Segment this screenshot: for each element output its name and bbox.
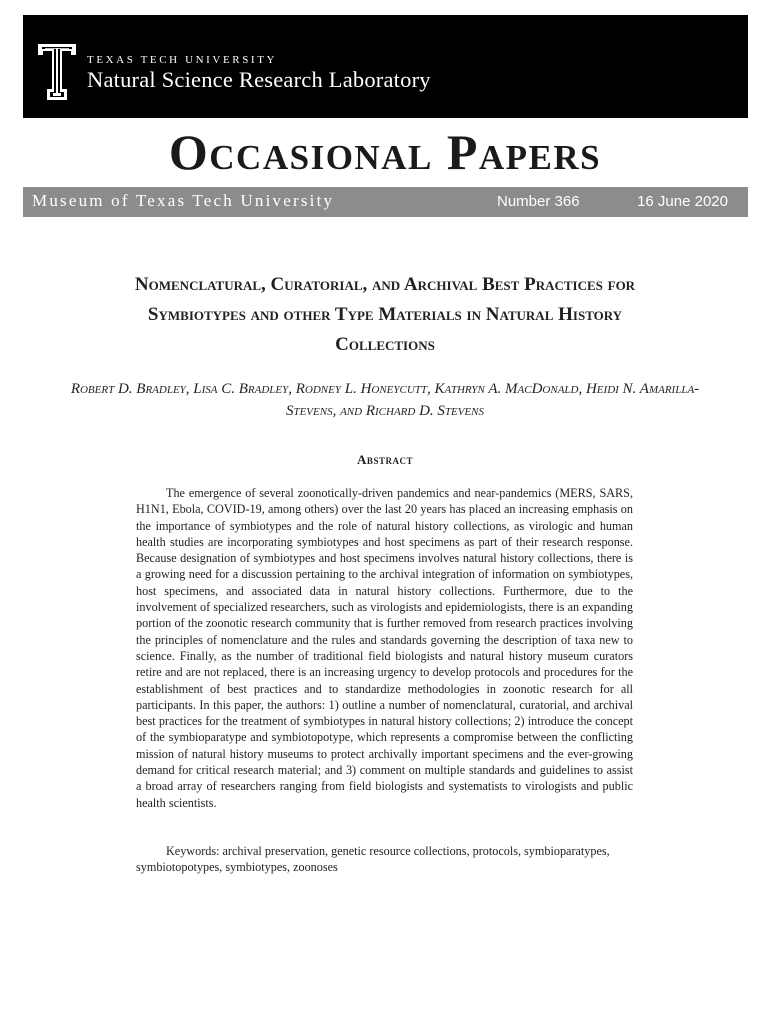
issue-date: 16 June 2020 xyxy=(637,193,728,210)
keywords-text: Keywords: archival preservation, genetic resource collections, protocols, symbioparatypes, symbiotopotypes, symbiotypes, zoonoses xyxy=(136,844,610,875)
university-name: TEXAS TECH UNIVERSITY xyxy=(87,54,278,66)
masthead xyxy=(23,15,748,118)
issue-bar xyxy=(23,187,748,217)
abstract-heading: Abstract xyxy=(357,452,413,467)
double-t-logo-icon xyxy=(37,43,77,101)
lab-name: Natural Science Research Laboratory xyxy=(87,67,431,92)
series-title: Occasional Papers xyxy=(168,124,602,180)
museum-name: Museum of Texas Tech University xyxy=(32,191,335,210)
paper-title: Nomenclatural, Curatorial, and Archival Best Practices for Symbiotypes and other Type Materials in Natural History Collections xyxy=(134,274,636,355)
abstract-text: The emergence of several zoonotically-driven pandemics and near-pandemics (MERS, SARS, H1N1, Ebola, COVID-19, among others) over the last 20 years has placed an increasing emphasis on the importance of symbiotypes and the role of natural history collections, as virologic and human health studies are incorporating symbiotypes and host specimens as part of their research response. Because designation of symbiotypes and host specimens involves natural history collections, there is a growing need for a discussion pertaining to the archival integration of information on symbiotypes, host specimens, and associated data in natural history collections. Furthermore, due to the involvement of specialized researchers, such as virologists and epidemiologists, there is an expanding portion of the zoonotic research community that is further removed from research practices involving the principles of nomenclature and the rules and standards governing the description of taxa new to science. Finally, as the number of traditional field biologists and natural history museum curators retire and are not replaced, there is an increasing urgency to develop protocols and procedures for the establishment of best practices and to standardize methodologies in zoonotic research for all participants. In this paper, the authors: 1) outline a number of nomenclatural, curatorial, and archival best practices for the treatment of symbiotypes in natural history collections; 2) introduce the concept of the symbioparatype and symbiotopotype, which represents a compromise between the conflicting mission of natural history museums to protect archivally important specimens and the ever-growing demand for critical research material; and 3) comment on multiple standards and guidelines to assist a broad array of researchers ranging from field biologists and systematists to virologists and public health scientists. xyxy=(136,486,633,810)
author-list: Robert D. Bradley, Lisa C. Bradley, Rodney L. Honeycutt, Kathryn A. MacDonald, Heidi N. Amarilla-Stevens, and Richard D. Stevens xyxy=(70,381,700,419)
issue-number: Number 366 xyxy=(497,193,580,210)
